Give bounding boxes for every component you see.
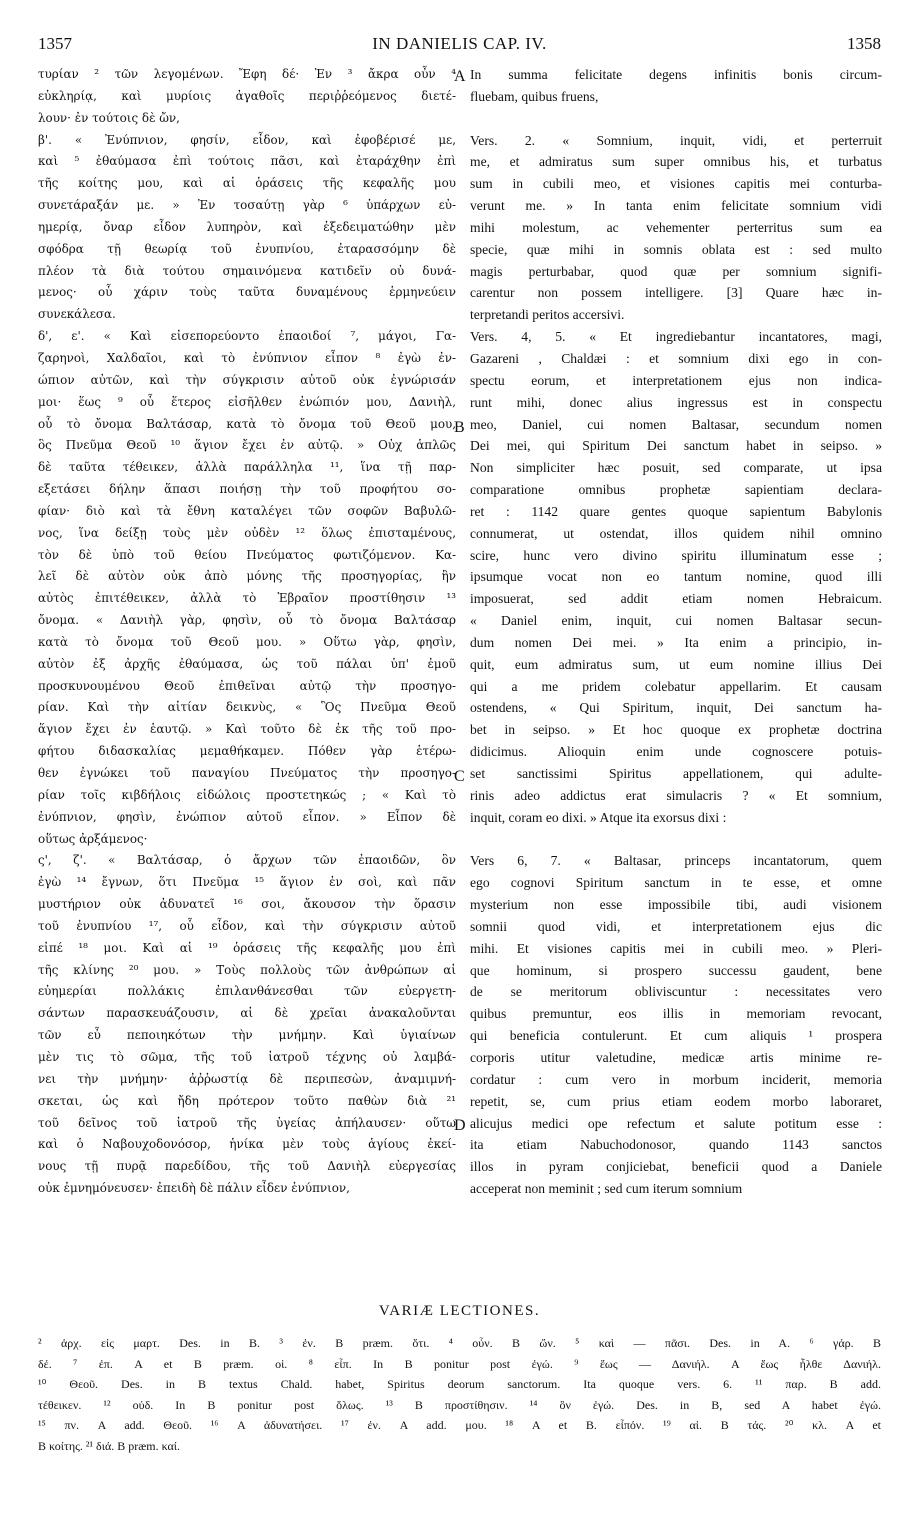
latin-text-line: Gazareni , Chaldæi : et somnium dixi ego in con-	[470, 350, 882, 366]
latin-text-line: somnii quod vidi, et interpretationem ejus dic	[470, 918, 882, 934]
latin-text-line: ita etiam Nabuchodonosor, quando 1143 sanctos	[470, 1137, 882, 1153]
greek-text-line: ημερίᾳ, ὄναρ εἶδον λυπηρὸν, καὶ ἐξεδειματώθην μὲν	[38, 219, 456, 234]
latin-text-line: qui a me pridem colebatur appellarim. Et causam	[470, 678, 882, 694]
latin-text-line: illos in pyram conjiciebat, beneficii quod a Daniele	[470, 1159, 882, 1175]
greek-text-line: σφόδρα τῇ θεωρίᾳ τοῦ ἐνυπνίου, ἐταρασσόμην δὲ	[38, 241, 456, 256]
latin-text-line: ostendens, « Qui Spiritum, inquit, Dei sanctum ha-	[470, 700, 882, 716]
latin-text-line: fluebam, quibus fruens,	[470, 88, 599, 104]
latin-text-line: Non simpliciter hæc posuit, sed comparate, ut ipsa	[470, 460, 882, 476]
greek-text-line: οὕτως ἀρξάμενος·	[38, 831, 148, 846]
latin-text-line: dum nomen Dei mei. » Ita enim a principio, in-	[470, 634, 882, 650]
latin-text-line: set sanctissimi Spiritus appellationem, qui adulte-	[470, 766, 882, 781]
variant-reading-line: ² ἀρχ. εἰς μαρτ. Des. in B. ³ ἐν. B præm. ὅτι. ⁴ οὖν. B ὤν. ⁵ καὶ — πᾶσι. Des. in A. ⁶ γάρ. B	[38, 1336, 881, 1350]
variant-reading-line: ¹⁵ πν. A add. Θεοῦ. ¹⁶ A ἀδυνατήσει. ¹⁷ ἐν. A add. μου. ¹⁸ A et B. εἶπόν. ¹⁹ αἱ. B τάς. ²⁰ κλ. A et	[38, 1418, 881, 1433]
margin-marker-d: D	[454, 1117, 466, 1134]
latin-text-line: mihi. Et visiones capitis mei in cubili meo. » Pleri-	[470, 940, 882, 956]
greek-text-line: καὶ ⁵ ἐθαύμασα ἐπὶ τούτοις πᾶσι, καὶ ἐταράχθην ἐπὶ	[38, 154, 456, 169]
running-title: IN DANIELIS CAP. IV.	[372, 34, 547, 53]
latin-text-line: alicujus medici ope refectum et salute potitum esse :	[470, 1115, 882, 1131]
greek-text-line: ώπιον αὐτῶν, καὶ τὴν σύγκρισιν αὐτοῦ οὐκ ἐγνώρισάν	[38, 372, 456, 387]
variant-reading-line: δέ. ⁷ ἐπ. A et B præm. οἱ. ⁸ εἶπ. In B ponitur post ἐγώ. ⁹ ἕως — Δανιήλ. A ἕως ἦλθε Δανιήλ.	[38, 1356, 881, 1371]
variant-reading-line: ¹⁰ Θεοῦ. Des. in B textus Chald. habet, Spiritus deorum sanctorum. Ita quoque vers. 6. ¹¹ παρ. B add.	[38, 1377, 881, 1392]
greek-text-line: ὃς Πνεῦμα Θεοῦ ¹⁰ ἅγιον ἔχει ἐν αὐτῷ. » Οὐχ ἁπλῶς	[38, 438, 456, 453]
margin-marker-b: B	[454, 419, 465, 436]
latin-text-line: me, et admiratus sum super omnibus his, et turbatus	[470, 154, 882, 170]
latin-text-line: mysterium non esse impossibile tibi, audi visionem	[470, 897, 882, 913]
greek-text-line: ς', ζ'. « Βαλτάσαρ, ὁ ἄρχων τῶν ἐπαοιδῶν, ὃν	[38, 853, 456, 868]
greek-text-line: καὶ ὁ Ναβουχοδονόσορ, ἡνίκα μὲν τοὺς ἁγίους ἐκεί-	[38, 1137, 456, 1152]
greek-text-line: ρίαν. Καὶ τὴν αἰτίαν δεικνὺς, « Ὃς Πνεῦμα Θεοῦ	[38, 700, 456, 715]
greek-text-line: συνεκάλεσα.	[38, 307, 116, 322]
page-number-right: 1358	[847, 34, 881, 53]
latin-text-line: sum in cubili meo, et visiones capitis mei conturba-	[470, 176, 882, 192]
variae-lectiones-title: VARIÆ LECTIONES.	[378, 1303, 541, 1319]
greek-text-line: φήτου διδασκαλίας μεμαθήκαμεν. Πόθεν γὰρ ἑτέρω-	[38, 744, 456, 759]
latin-text-line: comparatione omnibus prophetæ sapientiam declara-	[470, 482, 882, 498]
greek-column	[38, 64, 456, 1200]
greek-text-line: οὐκ ἐμνημόνευσεν· ἐπειδὴ δὲ πάλιν εἶδεν ἐνύπνιον,	[38, 1181, 350, 1196]
latin-text-line: meo, Daniel, cui nomen Baltasar, secundum nomen	[470, 416, 882, 432]
latin-text-line: que hominum, si prospero successu gaudent, bene	[470, 962, 882, 978]
latin-text-line: mihi molestum, ac vehementer perterritus sum ea	[470, 219, 882, 235]
variae-lectiones-notes	[38, 1333, 881, 1457]
greek-text-line: αὐτὸς ἐπιτέθεικεν, ἀλλὰ τὸ Ἑβραῖον προστίθησιν ¹³	[38, 591, 456, 606]
latin-text-line: inquit, coram eo dixi. » Atque ita exorsus dixi :	[470, 809, 727, 825]
latin-text-line: magis perturbabar, quod quæ per somnium signifi-	[470, 263, 882, 279]
greek-text-line: μὲν τις τὸ σῶμα, τῆς τοῦ ἰατροῦ τέχνης οὐ λαμβά-	[38, 1049, 456, 1064]
greek-text-line: θεν ἐγνώκει τοῦ παναγίου Πνεύματος τὴν προσηγο-	[38, 766, 456, 780]
greek-text-line: πλέον τὰ διὰ τούτου σημαινόμενα κατιδεῖν οὐ δυνά-	[38, 263, 456, 278]
greek-text-line: λουν· ἐν τούτοις δὲ ὤν,	[38, 110, 180, 125]
latin-text-line: Vers. 2. « Somnium, inquit, vidi, et perterruit	[470, 132, 882, 148]
greek-text-line: ζαρηνοὶ, Χαλδαῖοι, καὶ τὸ ἐνύπνιον εἶπον ⁸ ἐγὼ ἐν-	[38, 350, 456, 365]
latin-column	[470, 64, 882, 1200]
latin-text-line: quibus premuntur, eos illis in memoriam revocant,	[470, 1006, 882, 1022]
latin-text-line: acceperat non meminit ; sed cum iterum somnium	[470, 1181, 743, 1197]
latin-text-line: runt mihi, donec alius ingressus est in conspectu	[470, 394, 882, 410]
greek-text-line: ρίαν τοῖς κιβδήλοις εἰδώλοις προστετηκώς ; « Καὶ τὸ	[38, 787, 456, 802]
variant-reading-line: B κοίτης. ²¹ διά. B præm. καί.	[38, 1438, 181, 1453]
greek-text-line: φίαν· διὸ καὶ τὰ ἔθνη καταλέγει τῶν σοφῶν Βαβυλῶ-	[38, 503, 456, 518]
greek-text-line: ὄνομα. « Δανιὴλ γὰρ, φησὶν, οὗ τὸ ὄνομα Βαλτάσαρ	[38, 613, 456, 628]
latin-text-line: qui beneficia contulerunt. Et cum aliquis ¹ prospera	[470, 1028, 882, 1044]
greek-text-line: κατὰ τὸ ὄνομα τοῦ Θεοῦ μου. » Οὕτω γὰρ, φησὶν,	[38, 634, 456, 649]
greek-text-line: σάντων παρασκευάζουσιν, αἱ δὲ χρεῖαι ἀνακαλοῦνται	[38, 1006, 456, 1021]
latin-text-line: carentur non possem intelligere. [3] Quare hæc in-	[470, 285, 882, 301]
latin-text-line: corporis utitur valetudine, medicæ artis minime re-	[470, 1049, 882, 1065]
margin-marker-a: A	[454, 68, 466, 85]
latin-text-line: quit, eum admiratus sum, ut eum nomine illius Dei	[470, 656, 882, 672]
greek-text-line: μοι· ἕως ⁹ οὗ ἕτερος εἰσῆλθεν ἐνώπιόν μου, Δανιὴλ,	[38, 394, 456, 409]
greek-text-line: λεῖ δὲ αὐτὸν οὐκ ἀπὸ μόνης τῆς προσηγορίας, ἣν	[38, 569, 456, 584]
latin-text-line: ipsumque vocat non eo tantum nomine, quod illi	[470, 569, 882, 585]
latin-text-line: rinis adeo addictus erat simulacris ? « Et somnium,	[470, 787, 882, 803]
latin-text-line: Vers. 4, 5. « Et ingrediebantur incantatores, magi,	[470, 329, 882, 345]
greek-text-line: συνετάραξάν με. » Ἐν τοσαύτῃ γὰρ ⁶ ὑπάρχων εὐ-	[38, 198, 456, 213]
greek-text-line: εὐημερίαι πολλάκις ἐπιλανθάνεσθαι τῶν εὐεργετη-	[38, 984, 456, 999]
latin-text-line: imposuerat, sed addit etiam nomen Hebraicum.	[470, 591, 882, 607]
latin-text-line: repetit, se, cum prius etiam eodem morbo laboraret,	[470, 1093, 882, 1109]
latin-text-line: cordatur : cum vero in morbum inciderit, memoria	[470, 1071, 882, 1087]
latin-text-line: spectu eorum, et interpretationem ejus non indica-	[470, 372, 882, 388]
latin-text-line: ret : 1142 quare gentes quoque sapientum Babylonis	[470, 503, 882, 519]
page-number-left: 1357	[38, 34, 72, 53]
greek-text-line: τῆς κλίνης ²⁰ μου. » Τοὺς πολλοὺς τῶν ἀνθρώπων αἱ	[38, 962, 456, 977]
latin-text-line	[470, 829, 882, 851]
variant-reading-line: τέθεικεν. ¹² οὐδ. In B ponitur post ὅλως. ¹³ B προστίθησιν. ¹⁴ ὃν ἐγώ. Des. in B, sed A habet ἐγώ.	[38, 1397, 881, 1412]
greek-text-line: δὲ ταῦτα τέθεικεν, ἀλλὰ παράλληλα ¹¹, ἵνα τῇ παρ-	[38, 460, 456, 475]
latin-text-line: didicimus. Alioquin enim unde cognoscere potuis-	[470, 744, 882, 760]
greek-text-line: μυστήριον οὐκ ἀδυνατεῖ ¹⁶ σοι, ἄκουσον τὴν ὅρασιν	[38, 897, 456, 912]
greek-text-line: ἅγιον ἔχει ἐν ἑαυτῷ. » Καὶ τοῦτο δὲ ἐκ τῆς τοῦ προ-	[38, 722, 456, 737]
greek-text-line: τῶν εὖ πεποιηκότων τὴν μνήμην. Καὶ ὑγιαίνων	[38, 1028, 456, 1043]
greek-text-line: νος, ἵνα δείξῃ τοὺς μὲν οὐδὲν ¹² ὅλως ἐπισταμένους,	[38, 525, 456, 540]
greek-text-line: δ', ε'. « Καὶ εἰσεπορεύοντο ἐπαοιδοί ⁷, μάγοι, Γα-	[38, 329, 456, 344]
greek-text-line: εξετάσει δήλην ἅπασι ποιήσῃ τὴν τοῦ προφήτου σο-	[38, 482, 456, 497]
greek-text-line: τοῦ δεῖνος τοῦ ἰατροῦ τῆς ὑγείας ἀπήλαυσεν· οὕτω	[38, 1115, 456, 1130]
greek-text-line: μενος· οὗ χάριν τοὺς ταῦτα δυναμένους ἑρμηνεύειν	[38, 285, 456, 300]
greek-text-line: εἰπέ ¹⁸ μοι. Καὶ αἱ ¹⁹ ὁράσεις τῆς κεφαλῆς μου ἐπὶ	[38, 940, 456, 955]
margin-marker-c: C	[454, 768, 465, 785]
greek-text-line: νους τῇ πυρᾷ παρεδίδου, τῆς τοῦ Δανιὴλ εὐεργεσίας	[38, 1159, 456, 1174]
greek-text-line: β'. « Ἐνύπνιον, φησίν, εἶδον, καὶ ἐφοβέρισέ με,	[38, 132, 456, 147]
greek-text-line: ἐνύπνιον, φησὶν, ἐνώπιον αὐτοῦ εἶπον. » Εἶπον δὲ	[38, 809, 456, 824]
latin-text-line: Dei mei, qui Spiritum Dei sanctum habet in seipso. »	[470, 438, 882, 454]
latin-text-line: « Daniel enim, inquit, cui nomen Baltasar secun-	[470, 613, 882, 629]
greek-text-line: τὸν δὲ ὑπὸ τοῦ θείου Πνεύματος φωτιζόμενον. Κα-	[38, 547, 456, 562]
latin-text-line: Vers 6, 7. « Baltasar, princeps incantatorum, quem	[470, 853, 882, 869]
latin-text-line: de se meritorum obliviscuntur : necessitates vero	[470, 984, 882, 1000]
greek-text-line: εὐκληρίᾳ, καὶ μυρίοις ἀγαθοῖς περιῤῥεόμενος διετέ-	[38, 88, 456, 103]
latin-text-line: connumerat, ut ostendat, illos quidem nihil omnino	[470, 525, 882, 541]
latin-text-line: specie, quæ mihi in somnis oblata est : sed multo	[470, 241, 882, 257]
greek-text-line: τοῦ ἐνυπνίου ¹⁷, οὗ εἶδον, καὶ τὴν σύγκρισιν αὐτοῦ	[38, 918, 456, 933]
latin-text-line	[470, 108, 882, 130]
latin-text-line: bet in seipso. » Et hoc quoque ex prophetæ doctrina	[470, 722, 882, 738]
latin-text-line: terpretandi peritos accersivi.	[470, 307, 625, 323]
greek-text-line: νει τὴν μνήμην· ἀῤῥωστίᾳ δὲ περιπεσὼν, ἀναμιμνή-	[38, 1071, 456, 1086]
latin-text-line: In summa felicitate degens infinitis bonis circum-	[470, 67, 882, 82]
page-header	[38, 34, 881, 60]
greek-text-line: σκεται, ὡς καὶ ἤδη πρότερον τοῦτο παθὼν διὰ ²¹	[38, 1093, 456, 1108]
greek-text-line: αὐτὸν ἐξ ἀρχῆς ἐθαύμασα, ὡς τοῦ πάλαι ὑπ' ἐμοῦ	[38, 656, 456, 671]
greek-text-line: οὗ τὸ ὄνομα Βαλτάσαρ, κατὰ τὸ ὄνομα τοῦ Θεοῦ μου,	[38, 416, 456, 431]
latin-text-line: verunt me. » In tanta enim felicitate somnium vidi	[470, 198, 882, 214]
latin-text-line: ego cognovi Spiritum sanctum in te esse, et omne	[470, 875, 882, 891]
greek-text-line: προσκυνουμένου Θεοῦ ἐπιθεῖναι αὐτῷ τὴν προσηγο-	[38, 678, 456, 693]
latin-text-line: scire, hunc vero divino spiritu illuminatum esse ;	[470, 547, 882, 563]
greek-text-line: τῆς κοίτης μου, καὶ αἱ ὁράσεις τῆς κεφαλῆς μου	[38, 176, 456, 191]
greek-text-line: ἐγὼ ¹⁴ ἔγνων, ὅτι Πνεῦμα ¹⁵ ἅγιον ἐν σοὶ, καὶ πᾶν	[38, 875, 456, 890]
greek-text-line: τυρίαν ² τῶν λεγομένων. Ἔφη δέ· Ἐν ³ ἄκρα οὖν ⁴	[38, 67, 456, 81]
